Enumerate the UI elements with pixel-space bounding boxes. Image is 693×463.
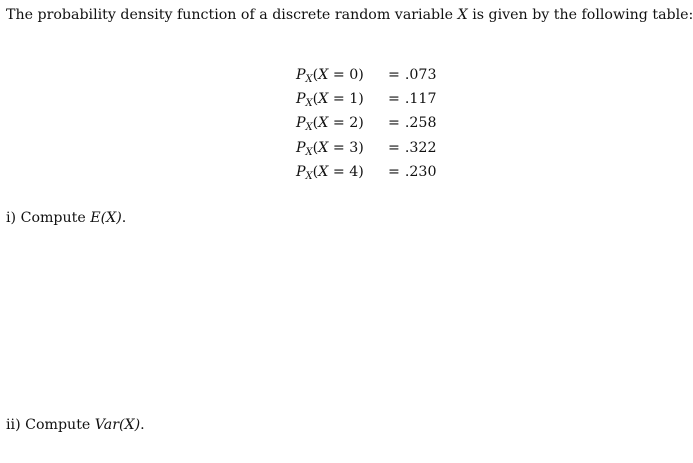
- pmf-x-value: 4: [349, 163, 359, 180]
- pmf-x-value: 3: [349, 139, 359, 156]
- pmf-probability: .230: [404, 163, 437, 180]
- pmf-x-value: 1: [349, 91, 359, 108]
- problem-statement: [6, 7, 693, 23]
- question-expected-value: i) Compute E(X).: [6, 210, 127, 226]
- pmf-probability: .117: [404, 91, 437, 108]
- expectation-expression: E(X): [90, 210, 122, 226]
- pmf-row: $P_X(X = 0)$ = .073: [296, 64, 436, 88]
- random-variable-symbol: X: [457, 7, 468, 23]
- pmf-probability: .258: [404, 115, 437, 132]
- question-variance: ii) Compute Var(X).: [6, 417, 145, 433]
- variance-expression: Var(X): [94, 417, 141, 433]
- intro-text-start: The probability density function of a discrete random variable: [6, 7, 458, 23]
- pmf-row: $P_X(X = 4)$ = .230: [296, 161, 436, 185]
- pmf-probability: .322: [404, 139, 437, 156]
- pmf-table: [296, 64, 436, 185]
- pmf-x-value: 0: [349, 67, 359, 83]
- pmf-x-value: 2: [349, 115, 359, 132]
- pmf-row: $P_X(X = 1)$ = .117: [296, 88, 436, 112]
- pmf-row: $P_X(X = 3)$ = .322: [296, 137, 436, 161]
- intro-text-end: is given by the following table:: [467, 7, 693, 23]
- pmf-row: $P_X(X = 2)$ = .258: [296, 112, 436, 136]
- pmf-probability: .073: [404, 67, 437, 83]
